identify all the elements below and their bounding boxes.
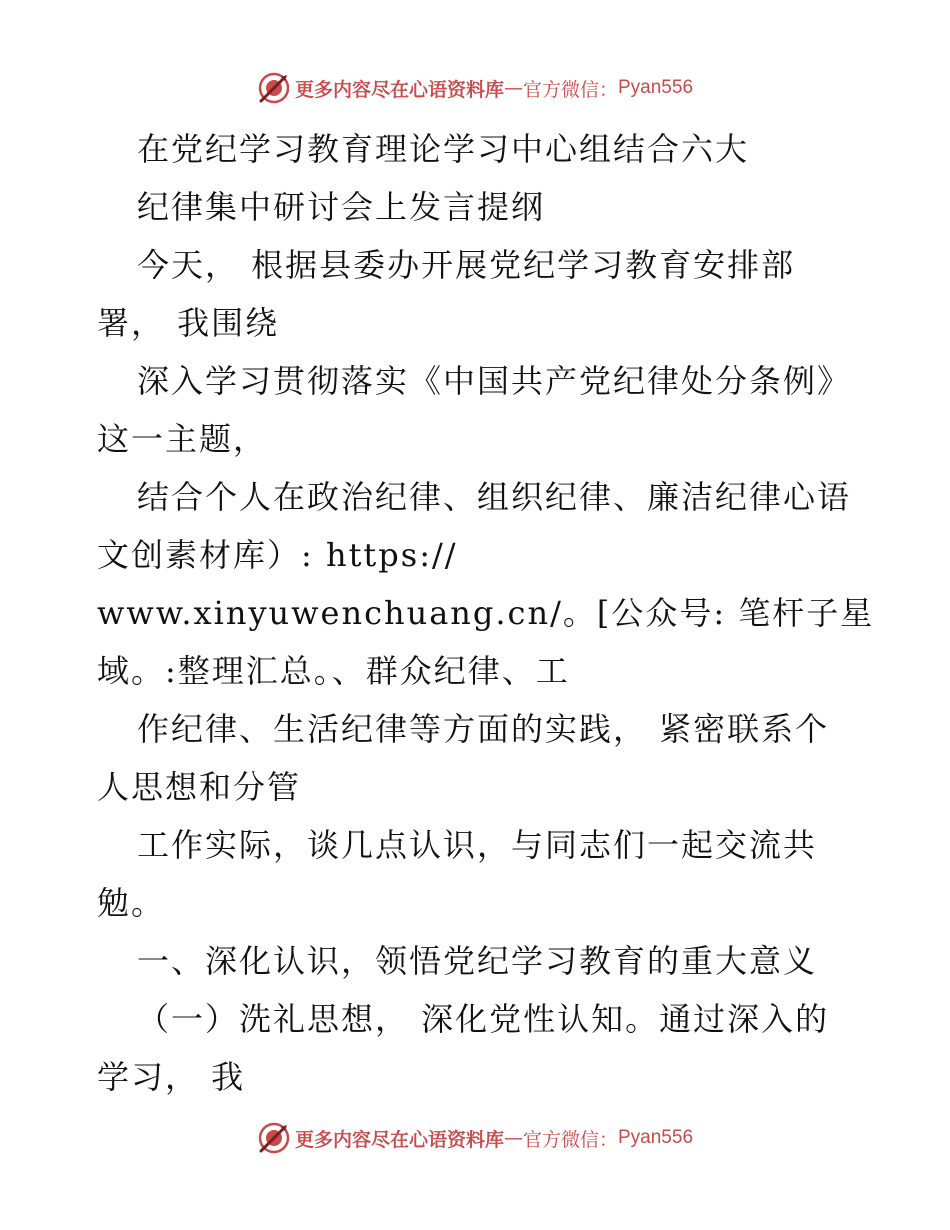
text-line: 勉。 [97, 884, 166, 922]
text-line: 文创素材库）: https:// [97, 536, 458, 574]
banner-dash: — [503, 1127, 523, 1149]
text-line: 署， 我围绕 [97, 304, 280, 342]
banner-dash: — [503, 77, 523, 99]
text-line: 深入学习贯彻落实《中国共产党纪律处分条例》 [137, 362, 852, 400]
text-line: 人思想和分管 [97, 768, 302, 806]
section-heading: 一、深化认识，领悟党纪学习教育的重大意义 [137, 942, 818, 980]
banner-wechat-id: Pyan556 [618, 1127, 694, 1148]
banner-wechat-id: Pyan556 [618, 77, 694, 98]
brand-logo-icon [257, 71, 291, 105]
subsection-heading: （一）洗礼思想， 深化党性认知。通过深入的 [137, 1000, 830, 1038]
text-line: 工作实际，谈几点认识，与同志们一起交流共 [137, 826, 818, 864]
title-line-2: 纪律集中研讨会上发言提纲 [137, 188, 546, 226]
header-banner [0, 68, 950, 108]
brand-logo-icon [257, 1121, 291, 1155]
text-line: 结合个人在政治纪律、组织纪律、廉洁纪律心语 [137, 478, 852, 516]
title-line-1: 在党纪学习教育理论学习中心组结合六大 [137, 130, 750, 168]
document-body [97, 120, 877, 1106]
banner-main-text: 更多内容尽在心语资料库 [294, 1128, 504, 1151]
text-line: 学习， 我 [97, 1058, 246, 1096]
text-line: www.xinyuwenchuang.cn/。[公众号: 笔杆子星 [97, 594, 875, 632]
text-line: 这一主题， [97, 420, 268, 458]
text-line: 域。:整理汇总。、群众纪律、工 [97, 652, 570, 690]
footer-banner [0, 1118, 950, 1158]
banner-sub-text: 官方微信： [522, 78, 618, 101]
text-line: 今天， 根据县委办开展党纪学习教育安排部 [137, 246, 796, 284]
text-line: 作纪律、生活纪律等方面的实践， 紧密联系个 [137, 710, 830, 748]
banner-main-text: 更多内容尽在心语资料库 [294, 78, 504, 101]
banner-sub-text: 官方微信： [522, 1128, 618, 1151]
